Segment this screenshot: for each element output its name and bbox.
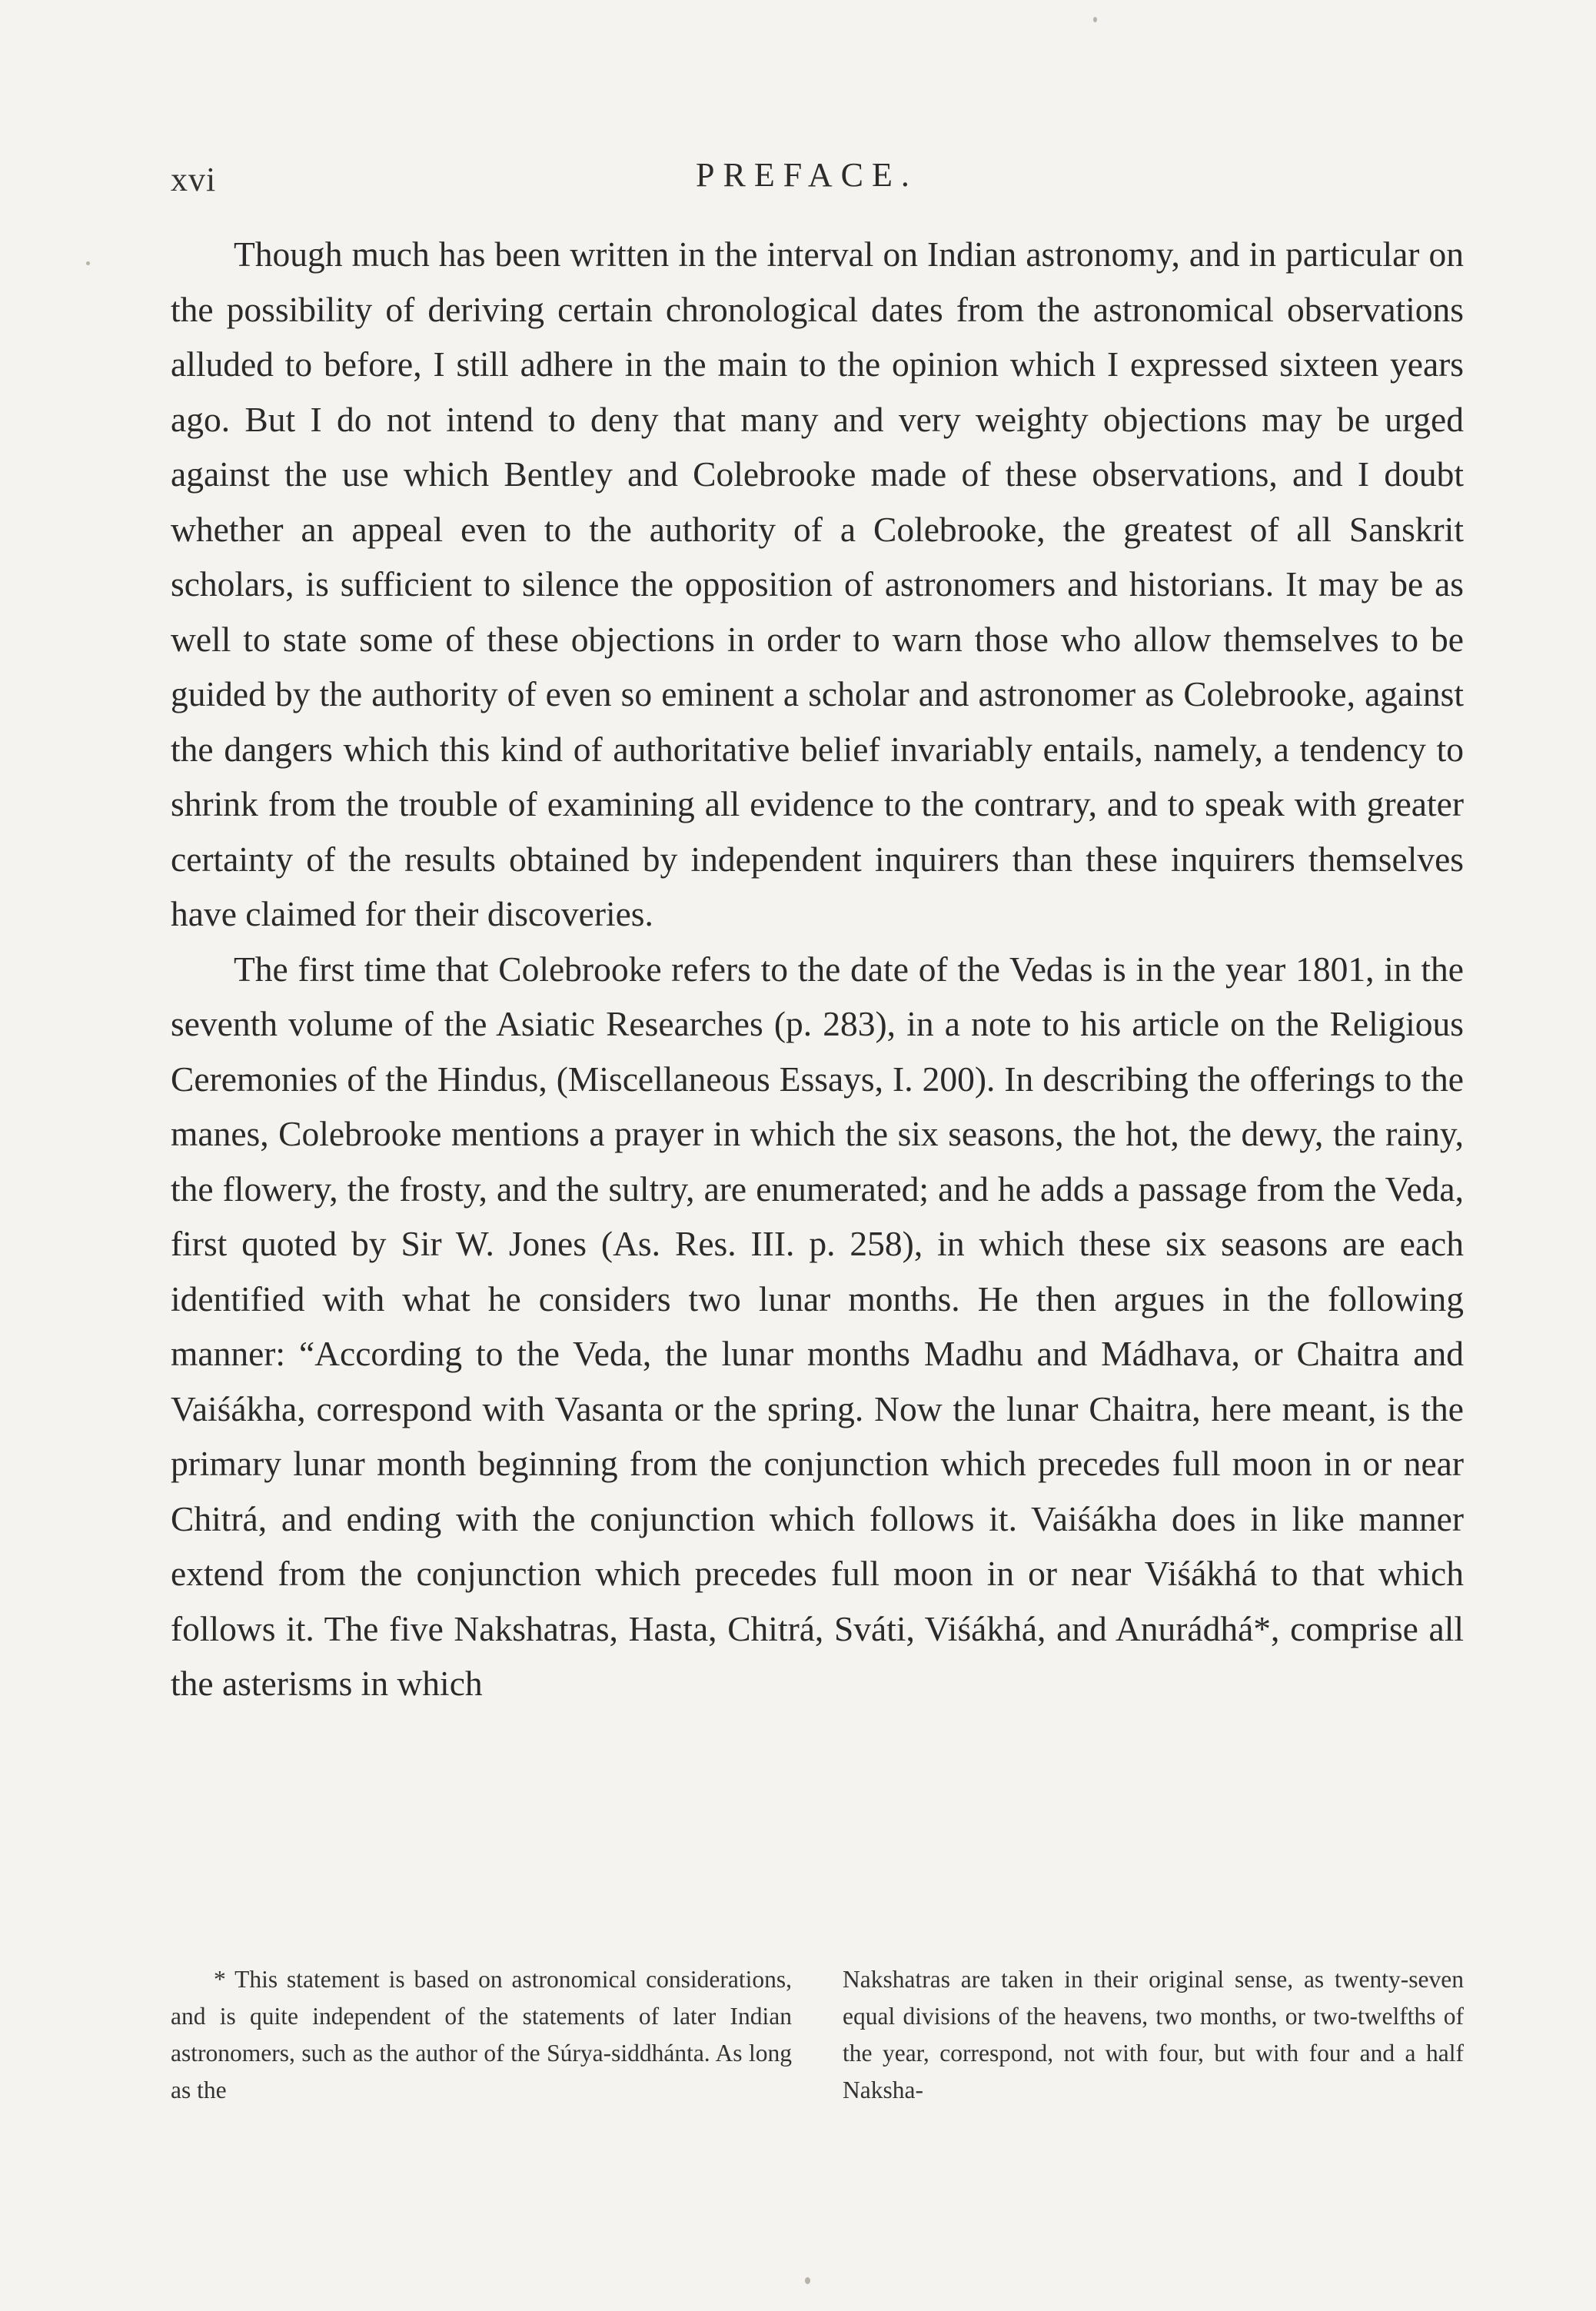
paragraph-1: Though much has been written in the interval on Indian astronomy, and in particular on the possibility of deriving certain chronological dates from the astronomical observations alluded to before, I still adhere in the main to the opinion which I expressed sixteen years ago. But I do not intend to deny that many and very weighty objections may be urged against the use which Bentley and Colebrooke made of these observations, and I doubt whether an appeal even to the authority of a Colebrooke, the greatest of all Sanskrit scholars, is sufficient to silence the opposition of astronomers and historians. It may be as well to state some of these objections in order to warn those who allow themselves to be guided by the authority of even so eminent a scholar and astronomer as Colebrooke, against the dangers which this kind of authoritative belief invariably entails, namely, a tendency to shrink from the trouble of examining all evidence to the contrary, and to speak with greater certainty of the results obtained by independent inquirers than these inquirers themselves have claimed for their discoveries. xyxy=(171,234,1464,933)
main-text xyxy=(171,227,1464,1711)
paper-speck xyxy=(86,261,90,265)
paper-speck xyxy=(1093,17,1097,22)
footnote-left-column: * This statement is based on astronomical considerations, and is quite independent of the statements of later Indian astronomers, such as the author of the Súrya-siddhánta. As long as the xyxy=(171,1966,792,2103)
page-number: xvi xyxy=(171,161,217,198)
paragraph-2: The first time that Colebrooke refers to the date of the Vedas is in the year 1801, in the seventh volume of the Asiatic Researches (p. 283), in a note to his article on the Religious Ceremonies of the Hindus, (Miscellaneous Essays, I. 200). In describing the offerings to the manes, Colebrooke mentions a prayer in which the six seasons, the hot, the dewy, the rainy, the flowery, the frosty, and the sultry, are enumerated; and he adds a passage from the Veda, first quoted by Sir W. Jones (As. Res. III. p. 258), in which these six seasons are each identified with what he considers two lunar months. He then argues in the following manner: “According to the Veda, the lunar months Madhu and Mádhava, or Chaitra and Vaiśákha, correspond with Vasanta or the spring. Now the lunar Chaitra, here meant, is the primary lunar month beginning from the conjunction which precedes full moon in or near Chitrá, and ending with the conjunction which follows it. Vaiśákha does in like manner extend from the conjunction which precedes full moon in or near Viśákhá to that which follows it. The five Nakshatras, Hasta, Chitrá, Sváti, Viśákhá, and Anurádhá*, comprise all the asterisms in which xyxy=(171,949,1464,1703)
paper-speck xyxy=(805,2277,810,2284)
running-title: PREFACE. xyxy=(696,156,918,194)
footnote-right-column: Nakshatras are taken in their original sense, as twenty-seven equal divisions of the heavens, two months, or two-twelfths of the year, correspond, not with four, but with four and a half Naksha- xyxy=(843,1966,1464,2103)
footnotes xyxy=(171,1961,1464,2109)
